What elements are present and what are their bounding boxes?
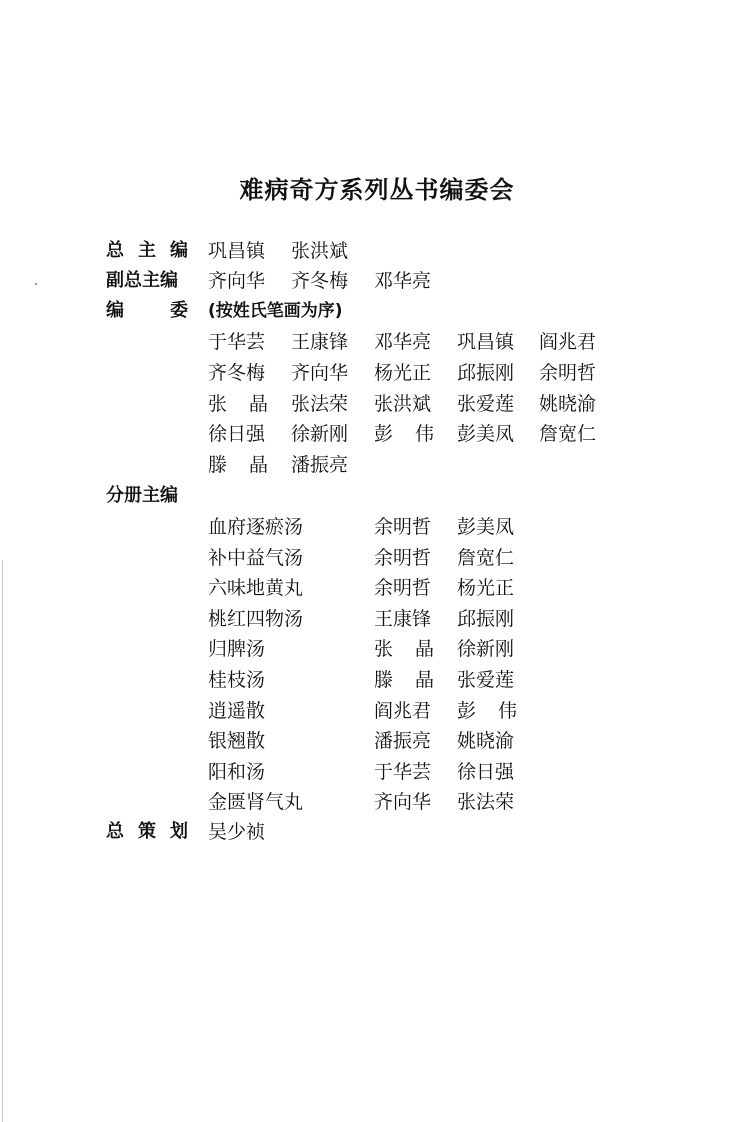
volume-editor-name: 余明哲 <box>374 546 432 569</box>
char: 滕 <box>374 669 394 691</box>
volume-editor-name: 余明哲 <box>374 516 432 538</box>
committee-member: 于华芸 <box>208 331 266 353</box>
char: 晶 <box>248 393 268 415</box>
char: 编 <box>170 240 188 261</box>
formula-name: 归脾汤 <box>208 638 266 661</box>
volume-editor-row <box>0 635 700 663</box>
char: 主 <box>138 240 156 261</box>
committee-member: 阎兆君 <box>539 331 597 353</box>
char: 张 <box>374 638 394 661</box>
volume-editor-name <box>374 635 434 663</box>
char: 滕 <box>208 454 228 476</box>
volume-editor-name <box>457 697 517 725</box>
volume-editor-name: 詹宽仁 <box>457 546 515 569</box>
volume-editor-row <box>0 544 700 572</box>
volume-editor-name: 于华芸 <box>374 760 432 783</box>
volume-editor-row <box>0 697 700 725</box>
committee-member: 齐向华 <box>291 362 349 384</box>
char: 晶 <box>248 454 268 476</box>
volume-editor-name <box>374 666 434 694</box>
committee-member: 徐日强 <box>208 423 266 445</box>
chief-planner-name: 吴少祯 <box>208 821 266 843</box>
page-title: 难病奇方系列丛书编委会 <box>239 176 515 204</box>
volume-editor-name: 姚晓渝 <box>457 730 515 753</box>
deputy-chief-editor-name: 齐冬梅 <box>291 270 349 292</box>
volume-editor-row <box>0 574 700 602</box>
volume-editor-row <box>0 605 700 633</box>
committee-member: 齐冬梅 <box>208 362 266 384</box>
deputy-chief-editor-row <box>0 267 700 295</box>
volume-editor-name: 余明哲 <box>374 577 432 600</box>
committee-member <box>208 451 268 479</box>
committee-row <box>0 420 700 448</box>
committee-row <box>0 390 700 418</box>
committee-member: 彭美凤 <box>457 423 515 445</box>
committee-order-note: (按姓氏笔画为序) <box>208 301 343 321</box>
char: 晶 <box>414 638 434 661</box>
char: 总 <box>106 821 124 842</box>
char: 策 <box>138 821 156 842</box>
chief-planner-label <box>106 818 188 846</box>
chief-planner-row <box>0 818 700 846</box>
volume-editor-name: 彭美凤 <box>457 516 515 538</box>
committee-label <box>106 297 188 325</box>
formula-name: 桃红四物汤 <box>208 607 304 630</box>
chief-editor-label <box>106 237 188 265</box>
volume-editor-name: 徐新刚 <box>457 638 515 661</box>
volume-editor-name: 阎兆君 <box>374 699 432 722</box>
volume-editor-name: 邱振刚 <box>457 607 515 630</box>
volume-editor-row <box>0 727 700 755</box>
chief-editor-name: 巩昌镇 <box>208 240 266 262</box>
committee-member: 徐新刚 <box>291 423 349 445</box>
volume-editor-row <box>0 513 700 541</box>
formula-name: 补中益气汤 <box>208 546 304 569</box>
formula-name: 金匮肾气丸 <box>208 791 304 814</box>
volume-editors-label-row <box>0 482 700 510</box>
committee-member: 张爱莲 <box>457 393 515 415</box>
formula-name: 银翘散 <box>208 730 266 753</box>
committee-member <box>374 420 434 448</box>
committee-member: 潘振亮 <box>291 454 349 476</box>
volume-editor-name: 潘振亮 <box>374 730 432 753</box>
volume-editors-label: 分册主编 <box>106 485 178 506</box>
char: 彭 <box>457 699 477 722</box>
committee-row <box>0 359 700 387</box>
committee-member: 余明哲 <box>539 362 597 384</box>
chief-editor-name: 张洪斌 <box>291 240 349 262</box>
formula-name: 逍遥散 <box>208 699 266 722</box>
volume-editor-name: 王康锋 <box>374 607 432 630</box>
volume-editor-row <box>0 758 700 786</box>
char: 伟 <box>497 699 517 722</box>
deputy-chief-editor-label: 副总主编 <box>106 270 178 291</box>
committee-member: 邱振刚 <box>457 362 515 384</box>
volume-editor-name: 张法荣 <box>457 791 515 814</box>
deputy-chief-editor-name: 齐向华 <box>208 270 266 292</box>
committee-member <box>208 390 268 418</box>
char: 晶 <box>414 669 434 691</box>
committee-member: 张法荣 <box>291 393 349 415</box>
formula-name: 血府逐瘀汤 <box>208 516 304 538</box>
char: 编 <box>106 300 124 321</box>
committee-member: 杨光正 <box>374 362 432 384</box>
deputy-chief-editor-name: 邓华亮 <box>374 270 432 292</box>
committee-member: 詹宽仁 <box>539 423 597 445</box>
committee-member: 王康锋 <box>291 331 349 353</box>
committee-member: 姚晓渝 <box>539 393 597 415</box>
volume-editor-row <box>0 666 700 694</box>
volume-editor-name: 杨光正 <box>457 577 515 600</box>
char: 委 <box>170 300 188 321</box>
committee-member: 邓华亮 <box>374 331 432 353</box>
volume-editor-name: 徐日强 <box>457 760 515 783</box>
volume-editor-name: 张爱莲 <box>457 669 515 691</box>
volume-editor-name: 齐向华 <box>374 791 432 814</box>
formula-name: 桂枝汤 <box>208 669 266 691</box>
volume-editor-row <box>0 788 700 816</box>
committee-member: 张洪斌 <box>374 393 432 415</box>
char: 彭 <box>374 423 394 445</box>
committee-member: 巩昌镇 <box>457 331 515 353</box>
char: 张 <box>208 393 228 415</box>
chief-editor-row <box>0 237 700 265</box>
char: 伟 <box>414 423 434 445</box>
formula-name: 六味地黄丸 <box>208 577 304 600</box>
char: 划 <box>170 821 188 842</box>
committee-label-row <box>0 297 700 325</box>
formula-name: 阳和汤 <box>208 760 266 783</box>
committee-row <box>0 451 700 479</box>
char: 总 <box>106 240 124 261</box>
committee-row <box>0 328 700 356</box>
